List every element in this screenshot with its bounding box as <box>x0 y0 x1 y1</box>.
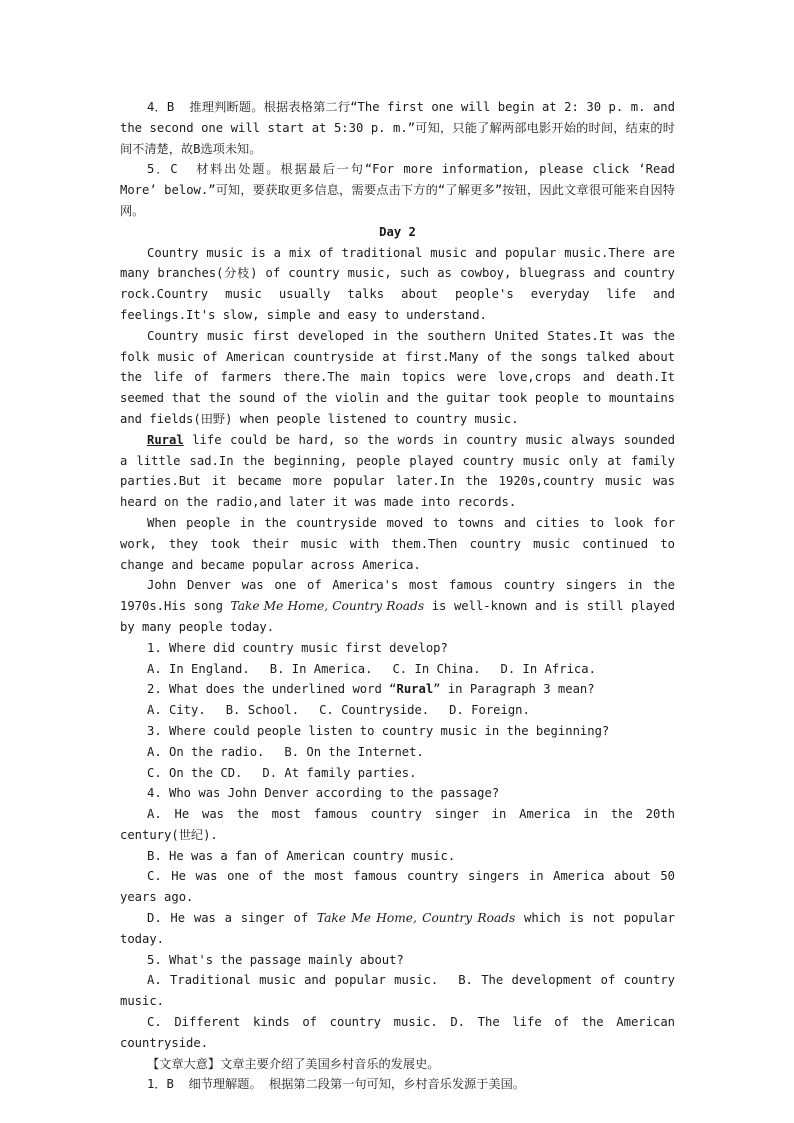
answer-5-prev <box>120 159 675 221</box>
question-3-options-cd <box>120 763 675 784</box>
passage-paragraph-5 <box>120 575 675 637</box>
question-2-options <box>120 700 675 721</box>
option-d: D. In Africa. <box>500 661 596 676</box>
option-a: A. City. <box>147 703 206 718</box>
option-b: B. In America. <box>269 661 373 676</box>
option-text: which is not popular today. <box>120 911 675 946</box>
paragraph-text: is well-known and is still played by many people today. <box>120 599 675 634</box>
paragraph-text: John Denver was one of America's most famous country singers in the 1970s.His song <box>120 578 675 614</box>
passage-paragraph-3 <box>120 430 675 513</box>
question-5: 5. What's the passage mainly about? <box>147 952 404 967</box>
question-text: 2. What does the underlined word “ <box>147 682 397 697</box>
option-b: B. School. <box>225 703 300 718</box>
song-title: Take Me Home, Country Roads <box>316 911 516 926</box>
summary: 【文章大意】文章主要介绍了美国乡村音乐的发展史。 <box>147 1056 440 1071</box>
answer-number: 4．B <box>147 100 175 114</box>
quoted-word-rural: Rural <box>396 682 434 697</box>
question-4: 4. Who was John Denver according to the passage? <box>147 786 500 801</box>
paragraph-text: life could be hard, so the words in country music always sounded a little sad.In the beginning, people played country music only at family parties.But it became more popular later.In the 1920s,country music was heard on the radio,and later it was made into records. <box>120 432 675 510</box>
question-3-options-ab <box>120 742 675 763</box>
answer-explanation: 推理判断题。根据表格第二行“The first one will begin at 2: 30 p. m. and the second one will start at 5:30 p. m.”可知，只能了解两部电影开始的时间，结束的时间不清楚，故B选项未知。 <box>120 100 675 156</box>
answer-1 <box>120 1074 675 1095</box>
option-c: C. Countryside. <box>319 703 430 718</box>
passage-paragraph-2: Country music first developed in the southern United States.It was the folk music of American countryside at first.Many of the songs talked about the life of farmers there.The main topics were love,crops and death.It seemed that the sound of the violin and the guitar took people to mountains and fields(田野) when people listened to country music. <box>120 328 675 426</box>
answer-4-prev <box>120 97 675 159</box>
option-b: B. On the Internet. <box>284 744 424 759</box>
passage-paragraph-4: When people in the countryside moved to towns and cities to look for work, they took their music with them.Then country music continued to change and became popular across America. <box>120 515 675 572</box>
question-1: 1. Where did country music first develop? <box>147 640 448 655</box>
underlined-word-rural: Rural <box>147 432 184 447</box>
answer-explanation: 细节理解题。 根据第二段第一句可知，乡村音乐发源于美国。 <box>188 1077 525 1092</box>
question-4-option-c: C. He was one of the most famous country singers in America about 50 years ago. <box>120 869 675 905</box>
option-a: A. Traditional music and popular music. <box>147 973 439 988</box>
document-page <box>120 97 675 1095</box>
question-2 <box>120 679 675 700</box>
question-5-options-cd: C. Different kinds of country music. D. The life of the American countryside. <box>120 1015 675 1050</box>
day-title: Day 2 <box>379 224 416 239</box>
option-c: C. On the CD. <box>147 765 243 780</box>
option-a: A. In England. <box>147 661 250 676</box>
option-d: D. At family parties. <box>262 765 417 780</box>
option-a: A. On the radio. <box>147 744 265 759</box>
passage-paragraph-1: Country music is a mix of traditional music and popular music.There are many branches(分枝) of country music, such as cowboy, bluegrass and country rock.Country music usually talks about people's everyday life and feelings.It's slow, simple and easy to understand. <box>120 245 675 322</box>
question-3: 3. Where could people listen to country music in the beginning? <box>147 723 610 738</box>
answer-explanation: 材料出处题。根据最后一句“For more information, please click ‘Read More’ below.”可知，要获取更多信息，需要点击下方的“了解更多”按钮，因此文章很可能来自因特网。 <box>120 162 675 218</box>
song-title: Take Me Home, Country Roads <box>230 599 425 614</box>
question-text: ” in Paragraph 3 mean? <box>433 682 595 697</box>
option-text: D. He was a singer of <box>147 911 317 926</box>
answer-number: 1．B <box>147 1077 174 1092</box>
option-d: D. Foreign. <box>449 703 530 718</box>
question-4-option-a: A. He was the most famous country singer in America in the 20th century(世纪). <box>120 807 675 842</box>
question-1-options <box>120 659 675 680</box>
option-b: B. The development of country music. <box>120 973 675 1009</box>
question-5-options-ab <box>120 970 675 1012</box>
option-c: C. In China. <box>392 661 481 676</box>
question-4-option-b: B. He was a fan of American country music. <box>147 848 456 863</box>
question-4-option-d <box>120 908 675 950</box>
answer-number: 5．C <box>147 162 178 177</box>
